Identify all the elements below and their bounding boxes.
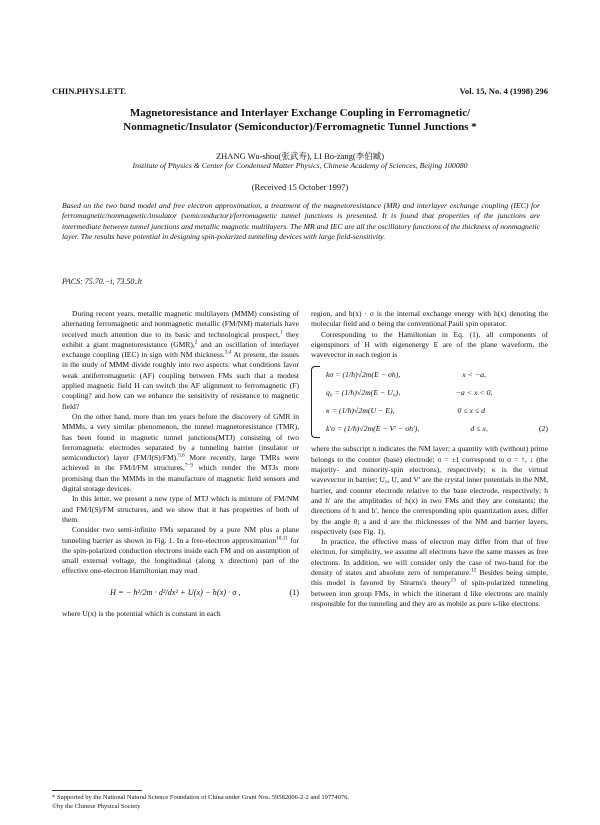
authors: ZHANG Wu-shou(张武寿), LI Bo-zang(李伯臧) — [215, 151, 385, 161]
right-column — [311, 309, 548, 609]
equation-2-line: κ = (1/ħ)√2m(U − E), 0 ≤ x ≤ d — [326, 406, 486, 416]
pacs-codes: PACS: 75.70.−i, 73.50.Jt — [62, 277, 143, 286]
equation-2-line: q₀ = (1/ħ)√2m(E − U₀), −a < x < 0, — [326, 388, 493, 398]
equation-brace — [311, 366, 320, 438]
affiliation: Institute of Physics & Center for Condensed Matter Physics, Chinese Academy of Sciences, Beijing 100080 — [132, 161, 468, 170]
equation-1-number: (1) — [289, 587, 299, 597]
equation-2-system — [311, 366, 548, 438]
left-column — [62, 309, 299, 619]
equation-2-line: k′σ = (1/ħ)√2m(E − V′ − σh′), d ≤ x, (2) — [326, 424, 548, 434]
equation-2-number: (2) — [538, 424, 548, 434]
equation-1-expression: H = − ħ²/2m · d²/dx² + U(x) − h(x) · σ , — [110, 587, 241, 597]
right-paragraph-4: In practice, the effective mass of electron may differ from that of free electron, for simplicity, we assume all electrons have the same masses as free electrons. In addition, we will consider only the case of two-band for the density of states and absolute zero of temperature.$^{12}$ Besides being simple, this model is favored by Stearns's theory$^{13}$ of spin-polarized tunneling between iron group FMs, in which the itinerant d like electrons are mainly responsible for the tunneling and they are as mobile as pure s-like electrons. — [311, 537, 548, 608]
journal-name: CHIN.PHYS.LETT. — [52, 86, 127, 96]
received-date: (Received 15 October 1997) — [251, 182, 349, 192]
paper-title — [40, 106, 560, 134]
equation-2-line: kσ = (1/ħ)√2m(E − σh), x < −a, — [326, 370, 486, 380]
volume-info: Vol. 15, No. 4 (1998) 296 — [459, 86, 548, 96]
footnote-rule — [52, 790, 142, 791]
footnote-funding: * Supported by the National Natural Science Foundation of China under Grant Nos. 59582006-2-2 and 19774076. — [52, 794, 349, 801]
right-paragraph-2: Corresponding to the Hamiltonian in Eq. (1), all components of eigenspinors of H with eigenenergy E are of the plane waveform, the wavevector in each region is — [311, 329, 548, 360]
equation-1 — [62, 582, 299, 604]
title-line-2: Nonmagnetic/Insulator (Semiconductor)/Ferromagnetic Tunnel Junctions * — [123, 121, 477, 133]
title-line-1: Magnetoresistance and Interlayer Exchange Coupling in Ferromagnetic/ — [129, 107, 471, 119]
left-paragraph-2: On the other hand, more than ten years before the discovery of GMR in MMMs, a very similar phenomenon, the tunnel magnetoresistance (TMR), has been found in magnetic tunnel junctions(MTJ) consisting of two ferromagnetic electrodes separated by a tunneling barrier (insulator or semiconductor) layer (FM/I(S)/FM).$^{5,6}$ More recently, large TMRs were achieved in the FM/I/FM structures,$^{7-9}$ which render the MTJs more promising than the MMMs in the manufacture of magnetic field sensors and digital storage devices. — [62, 411, 299, 494]
left-paragraph-4: Consider two semi-infinite FMs separated by a pure NM plus a plane tunneling barrier as shown in Fig. 1. In a free-electron approximation$^{10,11}$ for the spin-polarized conduction electrons inside each FM and on assumption of small external voltage, the longitudinal (along x direction) part of the effective one-electron Hamiltonian may read — [62, 525, 299, 576]
left-paragraph-5: where U(x) is the potential which is constant in each — [62, 608, 221, 618]
left-paragraph-3: In this letter, we present a new type of MTJ which is mixture of FM/NM and FM/I(S)/FM structures, and we show that it has properties of both of them. — [62, 494, 299, 524]
left-paragraph-1: During recent years, metallic magnetic multilayers (MMM) consisting of alternating ferromagnetic and nonmagnetic metallic (FM/NM) materials have received much attention due to its basic and technological prospect,$^1$ they exhibit a giant magnetoresistance (GMR),$^2$ and an oscillation of interlayer exchange coupling (IEC) in sign with NM thickness.$^{3,4}$ At present, the issues in the study of MMM divide roughly into two aspects: what conditions favor weak antiferromagnetic (AF) coupling between FMs such that a modest applied magnetic field H can switch the AF alignment to ferromagnetic (F) coupling? and how can we enhance the sensitivity of resistance to magnetic field? — [62, 309, 299, 411]
abstract: Based on the two band model and free electron approximation, a treatment of the magnetoresistance (MR) and interlayer exchange coupling (IEC) for ferromagnetic/nonmagnetic/insulator (semiconductor)/ferromagnetic tunnel junctions is presented. It is found that properties of the junctions are intermediate between tunnel junctions and metallic magnetic multilayers. The MR and IEC are all the oscillatory functions of the thickness of nonmagnetic layer. The results have potential in designing spin-polarized tunneling devices with large field-sensitivity. — [62, 201, 540, 242]
right-paragraph-1: region, and h(x) · σ is the internal exchange energy with h(x) denoting the molecular field and σ being the conventional Pauli spin operator. — [311, 309, 548, 329]
footnote-copyright: ©by the Chinese Physical Society — [52, 803, 141, 810]
right-paragraph-3: where the subscript n indicates the NM layer; a quantity with (without) prime belongs to the counter (base) electrode; σ = ±1 correspond to σ = ↑, ↓ (the majority- and minority-spin electrons), respectively; κ is the virtual wavevector in barrier; U₀, U, and V′ are the crystal inner potentials in the NM, barrier, and counter electrode relative to the base electrode, respectively; h and h′ are the amplitudes of h(x) in two FMs and they are constants; the directions of h and h′, hence the corresponding spin quantization axes, differ by the angle θ; a and d are the thicknesses of the NM and barrier layers, respectively (see Fig. 1). — [311, 444, 548, 536]
